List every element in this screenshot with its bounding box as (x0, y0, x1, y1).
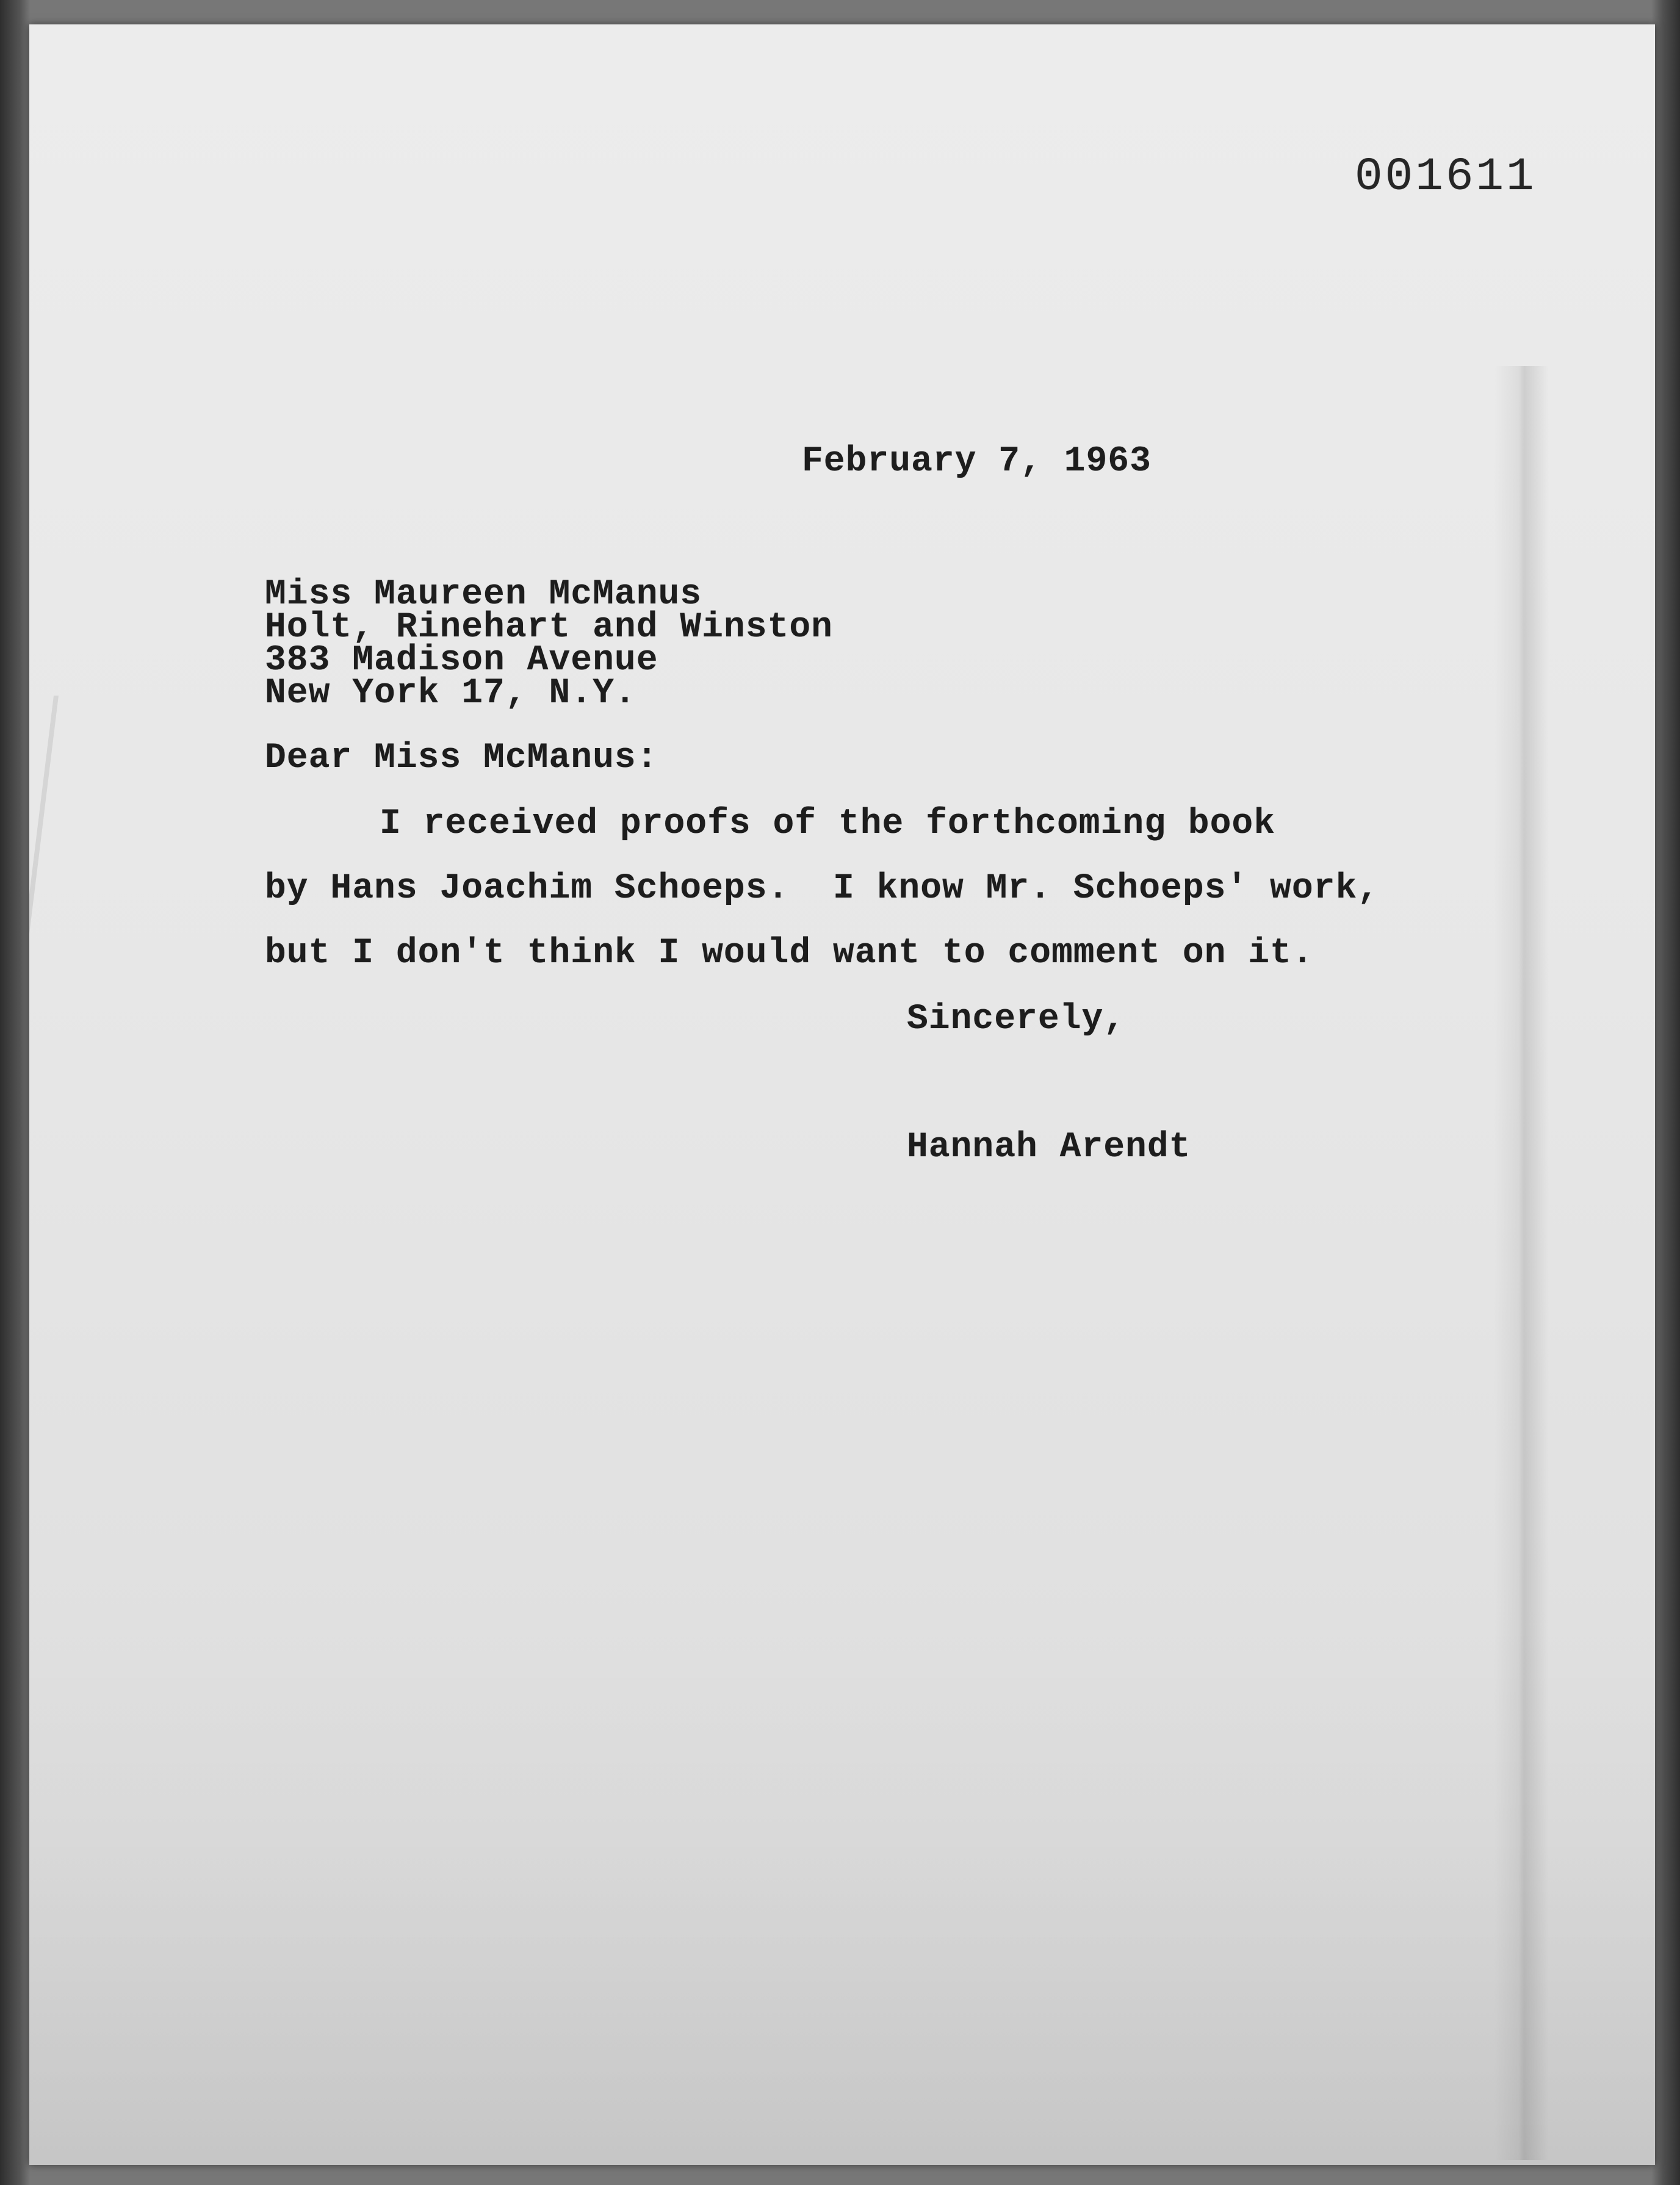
letter-date: February 7, 1963 (802, 442, 1152, 481)
closing: Sincerely, (907, 999, 1126, 1039)
letter-page (29, 24, 1655, 2165)
body-line: by Hans Joachim Schoeps. I know Mr. Schoeps' work, (265, 869, 1380, 909)
recipient-company: Holt, Rinehart and Winston (265, 608, 833, 647)
recipient-city: New York 17, N.Y. (265, 674, 636, 713)
archive-number-stamp: 001611 (1355, 151, 1537, 203)
paper-shading (29, 1616, 1655, 2165)
body-line: I received proofs of the forthcoming book (380, 804, 1276, 844)
recipient-street: 383 Madison Avenue (265, 641, 658, 680)
recipient-name: Miss Maureen McManus (265, 575, 702, 614)
paper-fold-crease (1494, 366, 1549, 2160)
salutation: Dear Miss McManus: (265, 738, 658, 778)
body-line: but I don't think I would want to comment on it. (265, 934, 1314, 973)
signature-name: Hannah Arendt (907, 1128, 1191, 1167)
